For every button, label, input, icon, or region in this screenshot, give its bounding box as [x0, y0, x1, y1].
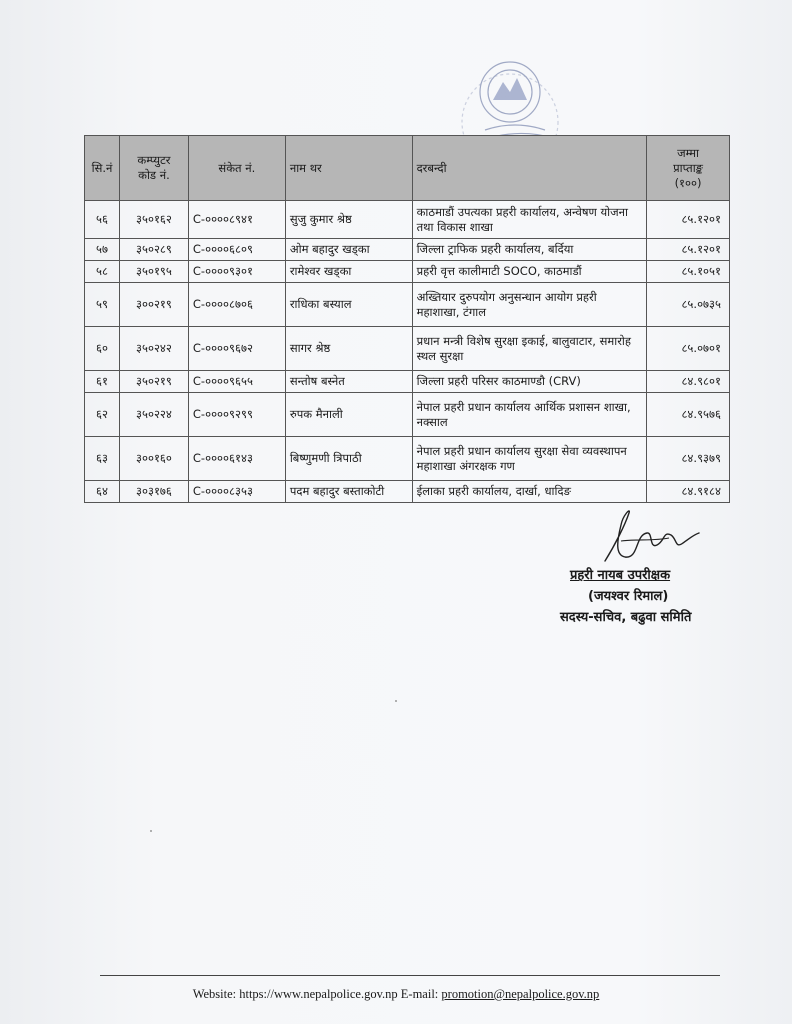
cell-serial-number: ६४ [85, 481, 120, 503]
cell-serial-number: ५९ [85, 283, 120, 327]
scan-speck [395, 700, 397, 702]
cell-serial-number: ५८ [85, 261, 120, 283]
handwritten-signature [595, 505, 705, 571]
cell-serial-number: ६२ [85, 393, 120, 437]
cell-symbol-number: C-००००९३०१ [188, 261, 285, 283]
cell-computer-code: ३५०२८९ [119, 239, 188, 261]
cell-total-marks: ८५.०७३५ [647, 283, 730, 327]
cell-computer-code: ३५०२१९ [119, 371, 188, 393]
cell-post: प्रधान मन्त्री विशेष सुरक्षा इकाई, बालुवाटार, समारोह स्थल सुरक्षा [412, 327, 646, 371]
header-name: नाम थर [285, 136, 412, 201]
header-computer-code [119, 136, 188, 201]
footer-divider [100, 975, 720, 976]
signatory-name: (जयश्वर रिमाल) [588, 589, 669, 604]
cell-name: पदम बहादुर बस्ताकोटी [285, 481, 412, 503]
header-total-line2: प्राप्ताङ्क [673, 160, 703, 175]
cell-name: रामेश्वर खड्का [285, 261, 412, 283]
cell-serial-number: ५७ [85, 239, 120, 261]
cell-total-marks: ८४.९५७६ [647, 393, 730, 437]
footer-website-text: Website: https://www.nepalpolice.gov.np E-mail: [192, 987, 442, 1001]
cell-total-marks: ८५.०७०१ [647, 327, 730, 371]
cell-computer-code: ३५०१९५ [119, 261, 188, 283]
header-serial-number: सि.नं [85, 136, 120, 201]
cell-post: काठमाडौं उपत्यका प्रहरी कार्यालय, अन्वेषण योजना तथा विकास शाखा [412, 201, 646, 239]
header-computer-code-line2: कोड नं. [138, 168, 170, 182]
cell-computer-code: ३००१६० [119, 437, 188, 481]
footer-contact [0, 987, 792, 1002]
cell-serial-number: ६१ [85, 371, 120, 393]
cell-symbol-number: C-००००९६७२ [188, 327, 285, 371]
signatory-role: सदस्य-सचिव, बढुवा समिति [560, 610, 692, 625]
cell-total-marks: ८४.९८०१ [647, 371, 730, 393]
table-row [85, 393, 730, 437]
cell-computer-code: ३५०२४२ [119, 327, 188, 371]
cell-computer-code: ३५०२२४ [119, 393, 188, 437]
header-post: दरबन्दी [412, 136, 646, 201]
cell-total-marks: ८५.१०५१ [647, 261, 730, 283]
cell-total-marks: ८४.९१८४ [647, 481, 730, 503]
cell-symbol-number: C-००००८९४१ [188, 201, 285, 239]
cell-name: सन्तोष बस्नेत [285, 371, 412, 393]
table-row [85, 201, 730, 239]
table-row [85, 283, 730, 327]
cell-post: नेपाल प्रहरी प्रधान कार्यालय आर्थिक प्रशासन शाखा, नक्साल [412, 393, 646, 437]
header-computer-code-line1: कम्प्युटर [137, 153, 171, 167]
cell-serial-number: ६० [85, 327, 120, 371]
cell-name: रुपक मैनाली [285, 393, 412, 437]
table-row [85, 327, 730, 371]
cell-name: ओम बहादुर खड्का [285, 239, 412, 261]
cell-total-marks: ८४.९३७९ [647, 437, 730, 481]
footer-email-link[interactable]: promotion@nepalpolice.gov.np [441, 987, 600, 1001]
cell-post: अख्तियार दुरुपयोग अनुसन्धान आयोग प्रहरी महाशाखा, टंगाल [412, 283, 646, 327]
cell-name: राधिका बस्याल [285, 283, 412, 327]
table-row [85, 437, 730, 481]
cell-post: ईलाका प्रहरी कार्यालय, दार्खा, धादिङ [412, 481, 646, 503]
cell-serial-number: ५६ [85, 201, 120, 239]
cell-computer-code: ३००२१९ [119, 283, 188, 327]
cell-serial-number: ६३ [85, 437, 120, 481]
cell-symbol-number: C-००००६१४३ [188, 437, 285, 481]
cell-post: जिल्ला प्रहरी परिसर काठमाण्डौ (CRV) [412, 371, 646, 393]
cell-computer-code: ३०३१७६ [119, 481, 188, 503]
cell-symbol-number: C-००००८३५३ [188, 481, 285, 503]
table-row [85, 371, 730, 393]
table-row [85, 239, 730, 261]
header-symbol-number: संकेत नं. [188, 136, 285, 201]
table-row [85, 261, 730, 283]
cell-symbol-number: C-००००९६५५ [188, 371, 285, 393]
header-total-line1: जम्मा [677, 145, 699, 160]
signatory-title: प्रहरी नायब उपरीक्षक [570, 568, 671, 583]
header-total-line3: (१००) [674, 175, 702, 190]
cell-symbol-number: C-००००९२९९ [188, 393, 285, 437]
cell-name: बिष्णुमणी त्रिपाठी [285, 437, 412, 481]
cell-symbol-number: C-००००८७०६ [188, 283, 285, 327]
table-row [85, 481, 730, 503]
cell-name: सुजु कुमार श्रेष्ठ [285, 201, 412, 239]
header-total-marks [647, 136, 730, 201]
signature-scribble-icon [595, 505, 705, 571]
promotion-results-table [84, 135, 730, 503]
cell-name: सागर श्रेष्ठ [285, 327, 412, 371]
scan-speck [150, 830, 152, 832]
table-header-row [85, 136, 730, 201]
cell-computer-code: ३५०१६२ [119, 201, 188, 239]
cell-total-marks: ८५.१२०१ [647, 201, 730, 239]
cell-post: प्रहरी वृत्त कालीमाटी SOCO, काठमाडौं [412, 261, 646, 283]
signatory-block [560, 565, 750, 628]
cell-total-marks: ८५.१२०१ [647, 239, 730, 261]
cell-symbol-number: C-००००६८०९ [188, 239, 285, 261]
cell-post: नेपाल प्रहरी प्रधान कार्यालय सुरक्षा सेवा व्यवस्थापन महाशाखा अंगरक्षक गण [412, 437, 646, 481]
cell-post: जिल्ला ट्राफिक प्रहरी कार्यालय, बर्दिया [412, 239, 646, 261]
